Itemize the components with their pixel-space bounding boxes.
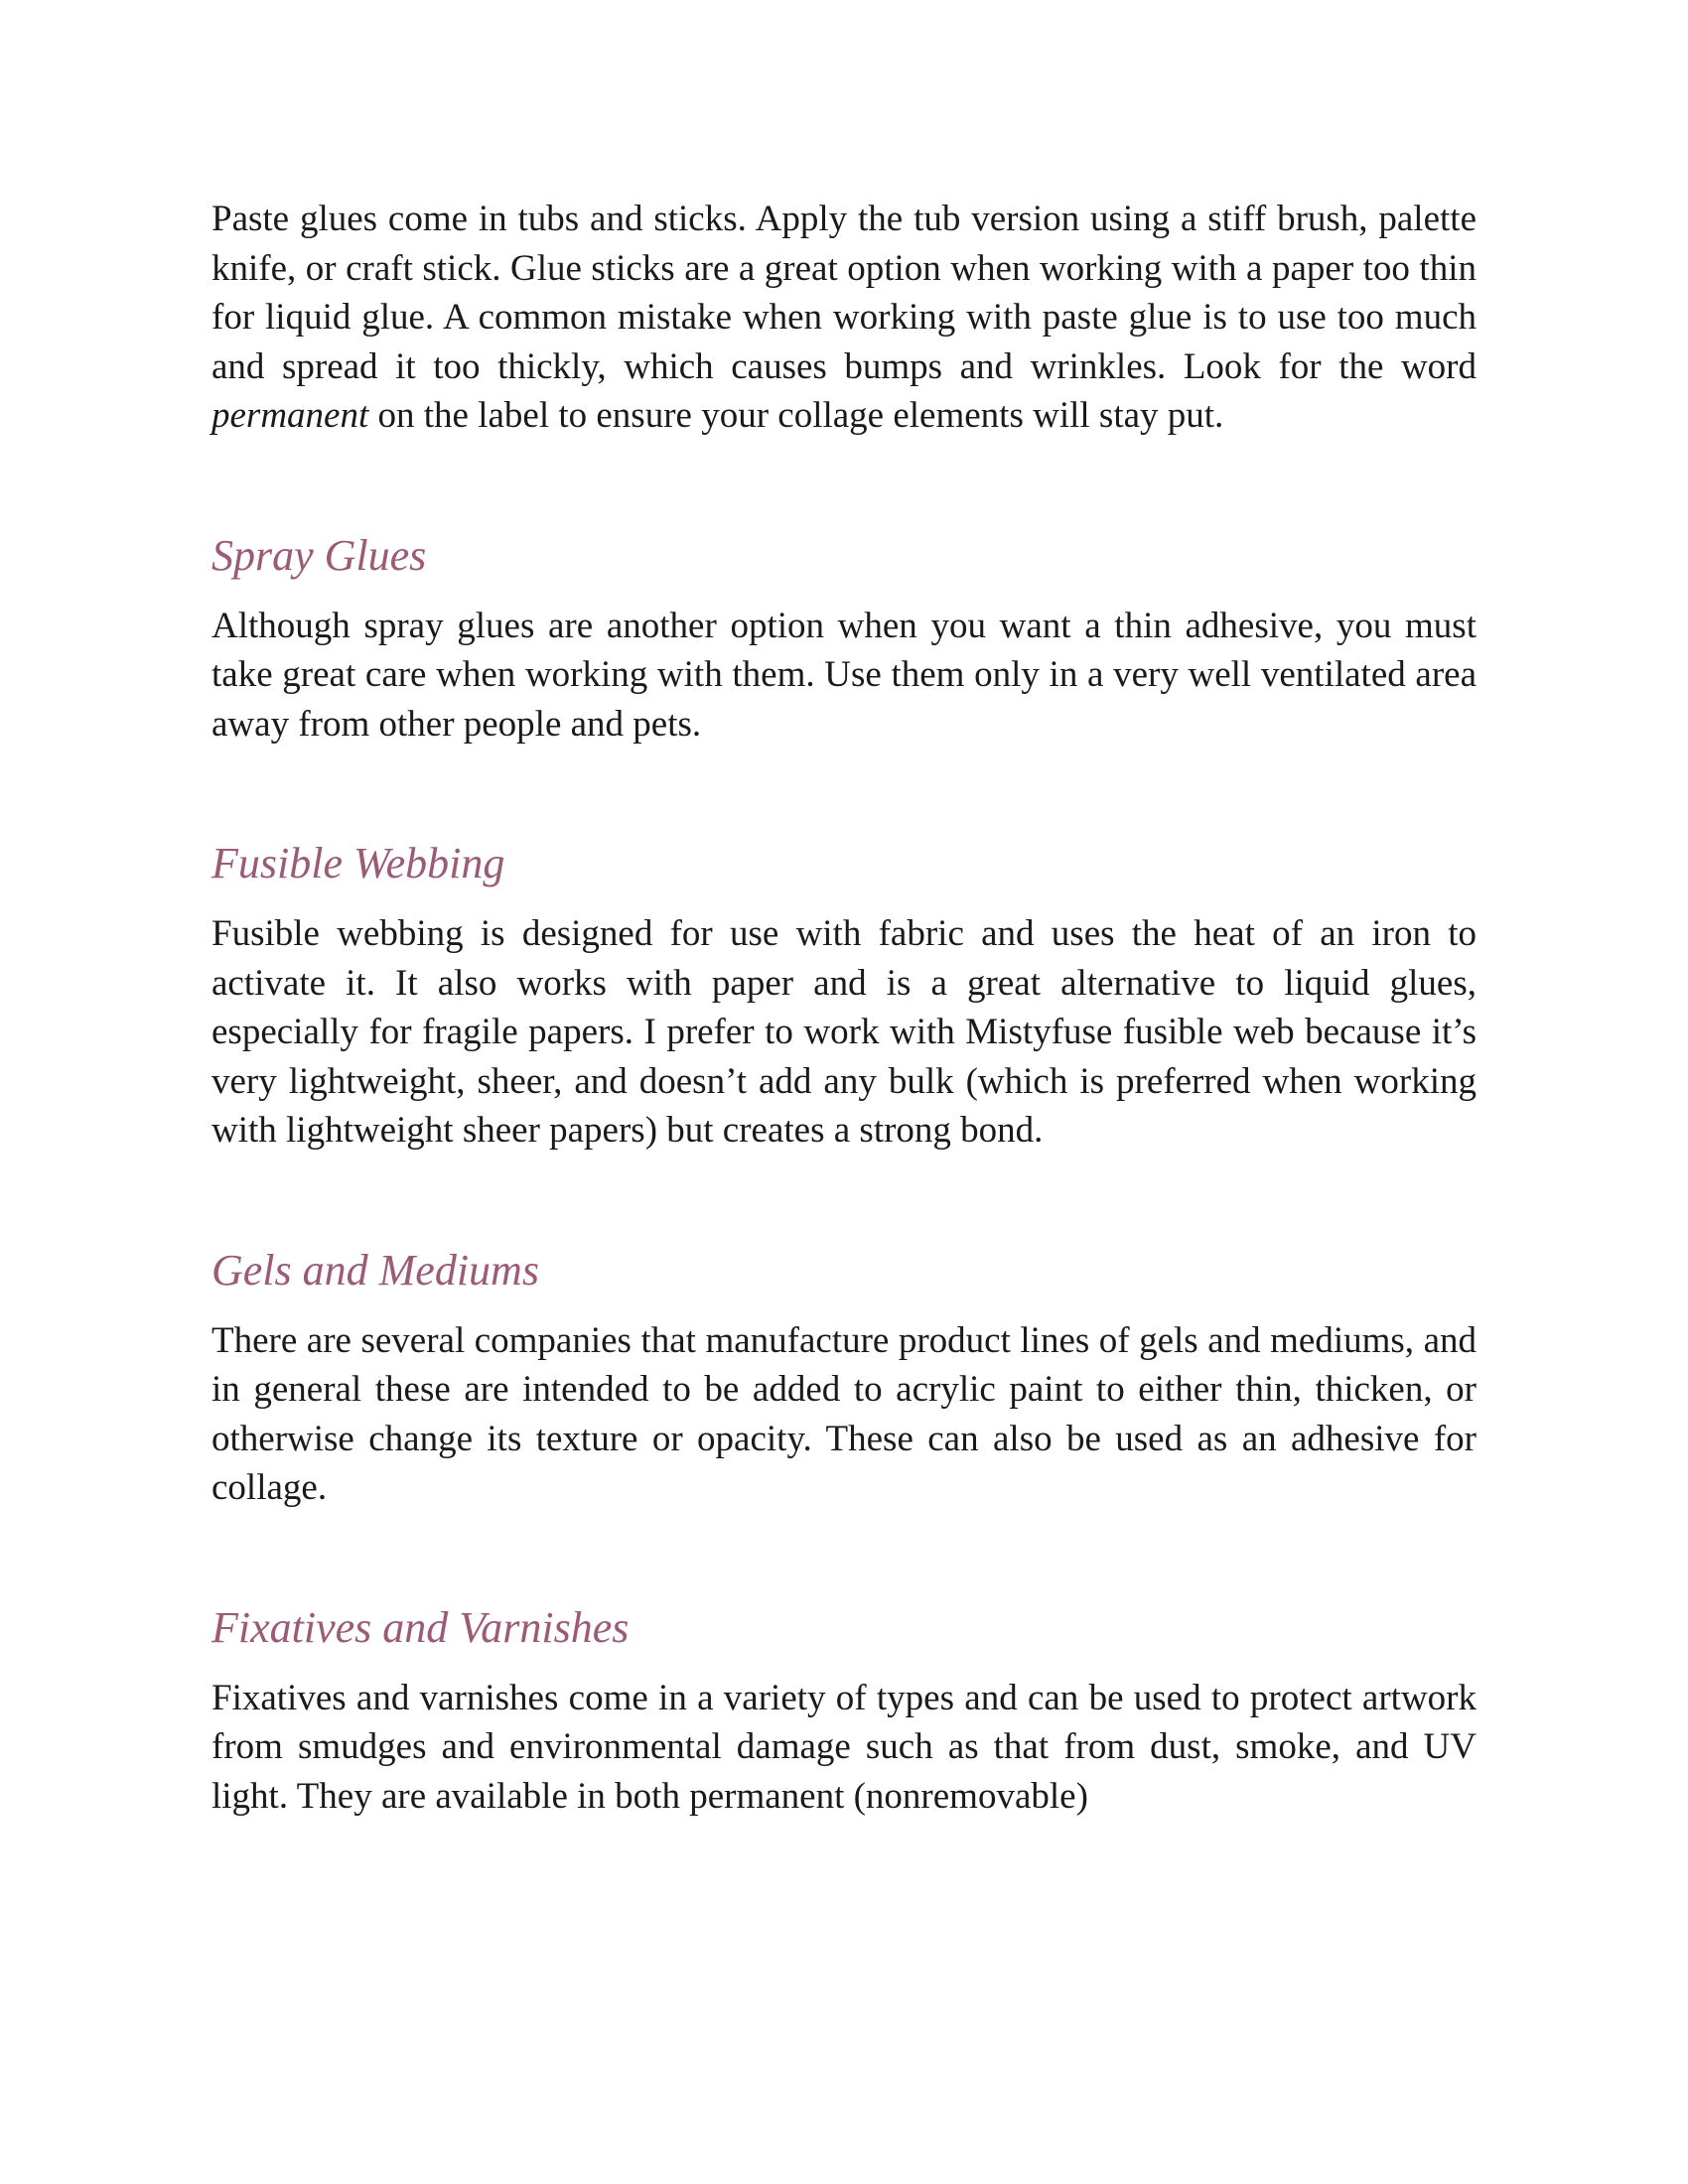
section-heading-gels-and-mediums: Gels and Mediums [211,1245,539,1295]
section-heading-fusible-webbing: Fusible Webbing [211,839,505,887]
emphasized-word: permanent [211,395,369,436]
section-body-fixatives-and-varnishes: Fixatives and varnishes come in a variety of types and can be used to protect artwork from smudges and environmental damage such as that from dust, smoke, and UV light. They are available in both permanent (nonremovable) [211,1677,1477,1817]
intro-text-end: on the label to ensure your collage elements will stay put. [368,395,1224,436]
intro-text-start: Paste glues come in tubs and sticks. Apply the tub version using a stiff brush, palette knife, or craft stick. Glue sticks are a great option when working with a paper too thin for liquid glue. A common mistake when working with paste glue is to use too much and spread it too thickly, which causes bumps and wrinkles. Look for the word [211,199,1477,387]
section-heading-spray-glues: Spray Glues [211,530,427,580]
section-body-fusible-webbing: Fusible webbing is designed for use with fabric and uses the heat of an iron to activate it. It also works with paper and is a great alternative to liquid glues, especially for fragile papers. I prefer to work with Mistyfuse fusible web because it’s very lightweight, sheer, and doesn’t add any bulk (which is preferred when working with lightweight sheer papers) but creates a strong bond. [211,913,1477,1151]
paste-glues-paragraph [211,195,1477,441]
section-heading-fixatives-and-varnishes: Fixatives and Varnishes [211,1602,630,1652]
section-body-gels-and-mediums: There are several companies that manufacture product lines of gels and mediums, and in general these are intended to be added to acrylic paint to either thin, thicken, or otherwise change its texture or opacity. These can also be used as an adhesive for collage. [211,1319,1477,1508]
section-body-spray-glues: Although spray glues are another option when you want a thin adhesive, you must take great care when working with them. Use them only in a very well ventilated area away from other people and pets. [211,605,1477,745]
document-page [211,195,1477,1821]
